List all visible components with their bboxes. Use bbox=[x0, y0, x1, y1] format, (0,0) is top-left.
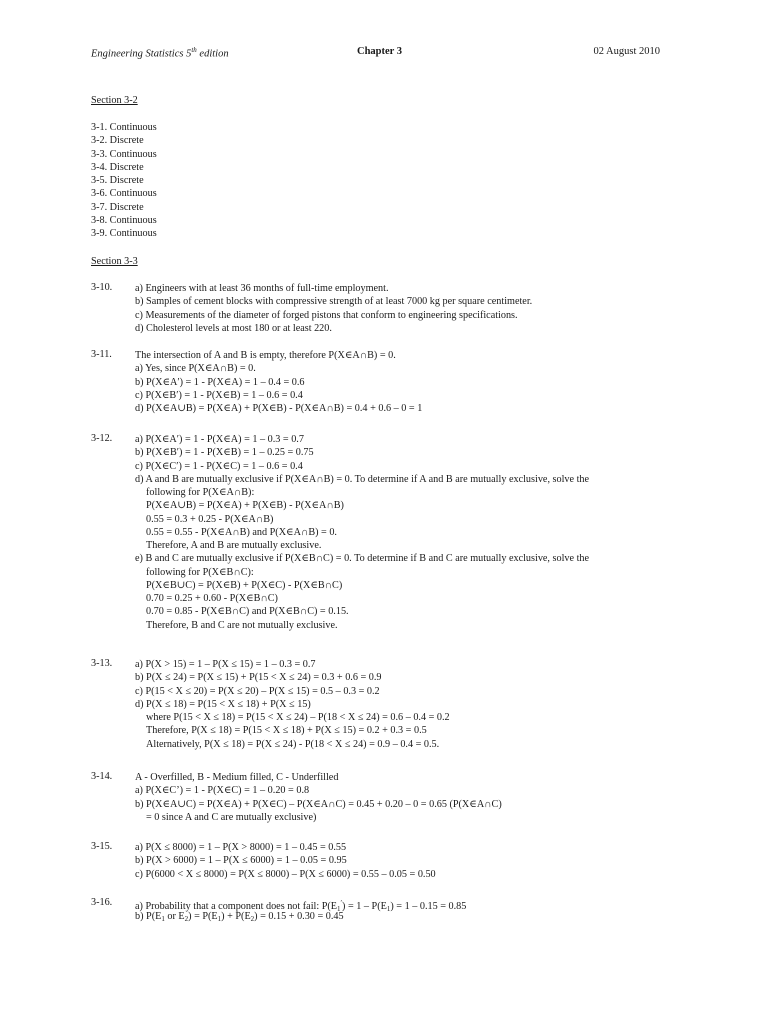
solution-line: a) Engineers with at least 36 months of full-time employment. bbox=[135, 283, 389, 294]
problem-body bbox=[135, 658, 450, 751]
problem-body bbox=[135, 349, 422, 415]
solution-line: b) P(X∈A∪C) = P(X∈A) + P(X∈C) – P(X∈A∩C) = 0.45 + 0.20 – 0 = 0.65 (P(X∈A∩C) bbox=[135, 798, 502, 810]
section-3-2-heading: Section 3-2 bbox=[91, 95, 138, 106]
solution-line: d) P(X ≤ 18) = P(15 < X ≤ 18) + P(X ≤ 15) bbox=[135, 698, 311, 710]
book-title: Engineering Statistics 5th edition bbox=[91, 46, 229, 60]
solution-line: 0.70 = 0.85 - P(X∈B∩C) and P(X∈B∩C) = 0.15. bbox=[146, 606, 349, 618]
solution-line: 0.55 = 0.55 - P(X∈A∩B) and P(X∈A∩B) = 0. bbox=[146, 526, 337, 538]
problem-number: 3-12. bbox=[91, 433, 113, 444]
solution-line: The intersection of A and B is empty, therefore P(X∈A∩B) = 0. bbox=[135, 350, 396, 361]
solution-line: b) $P(E_1$ or $E_2) = P(E_1) + P(E_2) = 0.15 + 0.30 = 0.45$ bbox=[135, 911, 344, 924]
problem-body bbox=[135, 282, 532, 335]
solution-line: Therefore, B and C are not mutually exclusive. bbox=[146, 619, 338, 631]
solution-line: P(X∈B∪C) = P(X∈B) + P(X∈C) - P(X∈B∩C) bbox=[146, 579, 343, 591]
list-item: 3-3. Continuous bbox=[91, 148, 157, 160]
solution-line: a) Probability that a component does not fail: $P(E_1') = 1 - P(E_1) = 1 - 0.15 = 0.85$ bbox=[135, 899, 467, 913]
problem-number: 3-13. bbox=[91, 658, 113, 669]
list-item: 3-9. Continuous bbox=[91, 228, 157, 239]
solution-line: b) Samples of cement blocks with compressive strength of at least 7000 kg per square centimeter. bbox=[135, 296, 533, 308]
solution-line: e) B and C are mutually exclusive if P(X∈B∩C) = 0. To determine if B and C are mutually exclusive, solve the bbox=[135, 553, 590, 565]
list-item: 3-5. Discrete bbox=[91, 175, 144, 186]
list-item: 3-6. Continuous bbox=[91, 188, 157, 200]
solution-line: c) P(X∈B′) = 1 - P(X∈B) = 1 – 0.6 = 0.4 bbox=[135, 389, 303, 401]
problem-number: 3-15. bbox=[91, 841, 113, 852]
list-item: 3-4. Discrete bbox=[91, 161, 144, 173]
section-3-2-list bbox=[91, 121, 157, 240]
problem-body bbox=[135, 841, 436, 881]
list-item: 3-1. Continuous bbox=[91, 122, 157, 133]
chapter-title: Chapter 3 bbox=[357, 46, 403, 57]
solution-line: d) P(X∈A∪B) = P(X∈A) + P(X∈B) - P(X∈A∩B) = 0.4 + 0.6 – 0 = 1 bbox=[135, 403, 423, 414]
solution-line: a) Yes, since P(X∈A∩B) = 0. bbox=[135, 363, 256, 375]
solution-line: d) Cholesterol levels at most 180 or at least 220. bbox=[135, 322, 332, 334]
solution-line: 0.70 = 0.25 + 0.60 - P(X∈B∩C) bbox=[146, 593, 278, 604]
problem-body bbox=[135, 771, 502, 824]
problem-number: 3-10. bbox=[91, 282, 113, 293]
header-date: 02 August 2010 bbox=[593, 46, 660, 57]
problem-number: 3-11. bbox=[91, 349, 112, 360]
list-item: 3-8. Continuous bbox=[91, 214, 157, 226]
solution-line: a) P(X > 15) = 1 – P(X ≤ 15) = 1 – 0.3 = 0.7 bbox=[135, 659, 316, 670]
solution-line: 0.55 = 0.3 + 0.25 - P(X∈A∩B) bbox=[146, 513, 274, 525]
problem-number: 3-16. bbox=[91, 897, 113, 908]
solution-line: b) P(X∈B′) = 1 - P(X∈B) = 1 – 0.25 = 0.75 bbox=[135, 447, 314, 459]
solution-line: a) P(X∈A′) = 1 - P(X∈A) = 1 – 0.3 = 0.7 bbox=[135, 434, 304, 445]
solution-line: Therefore, P(X ≤ 18) = P(15 < X ≤ 18) + P(X ≤ 15) = 0.2 + 0.3 = 0.5 bbox=[146, 725, 427, 737]
solution-line: b) P(X∈A′) = 1 - P(X∈A) = 1 – 0.4 = 0.6 bbox=[135, 376, 305, 388]
solution-line: A - Overfilled, B - Medium filled, C - Underfilled bbox=[135, 772, 339, 783]
solution-line: c) P(15 < X ≤ 20) = P(X ≤ 20) – P(X ≤ 15) = 0.5 – 0.3 = 0.2 bbox=[135, 685, 380, 697]
solution-line: b) P(X > 6000) = 1 – P(X ≤ 6000) = 1 – 0.05 = 0.95 bbox=[135, 855, 347, 867]
problem-body bbox=[135, 897, 466, 924]
solution-line: a) P(X ≤ 8000) = 1 – P(X > 8000) = 1 – 0.45 = 0.55 bbox=[135, 842, 347, 853]
solution-line: Alternatively, P(X ≤ 18) = P(X ≤ 24) - P(18 < X ≤ 24) = 0.9 – 0.4 = 0.5. bbox=[146, 738, 440, 750]
list-item: 3-7. Discrete bbox=[91, 201, 144, 213]
section-3-3-heading: Section 3-3 bbox=[91, 256, 138, 267]
solution-line: c) P(6000 < X ≤ 8000) = P(X ≤ 8000) – P(X ≤ 6000) = 0.55 – 0.05 = 0.50 bbox=[135, 868, 436, 880]
solution-line: following for P(X∈A∩B): bbox=[146, 487, 255, 498]
list-item: 3-2. Discrete bbox=[91, 135, 144, 147]
solution-line: a) P(X∈C’) = 1 - P(X∈C) = 1 – 0.20 = 0.8 bbox=[135, 785, 310, 797]
solution-line: following for P(X∈B∩C): bbox=[146, 566, 254, 578]
problem-number: 3-14. bbox=[91, 771, 113, 782]
solution-line: c) Measurements of the diameter of forged pistons that conform to engineering specifications. bbox=[135, 309, 518, 321]
solution-line: c) P(X∈C′) = 1 - P(X∈C) = 1 – 0.6 = 0.4 bbox=[135, 460, 303, 472]
solution-line: = 0 since A and C are mutually exclusive) bbox=[146, 811, 317, 823]
solution-line: b) P(X ≤ 24) = P(X ≤ 15) + P(15 < X ≤ 24) = 0.3 + 0.6 = 0.9 bbox=[135, 672, 382, 684]
solution-line: d) A and B are mutually exclusive if P(X∈A∩B) = 0. To determine if A and B are mutually exclusive, solve the bbox=[135, 473, 590, 485]
solution-line: where P(15 < X ≤ 18) = P(15 < X ≤ 24) – P(18 < X ≤ 24) = 0.6 – 0.4 = 0.2 bbox=[146, 712, 450, 723]
solution-line: Therefore, A and B are mutually exclusive. bbox=[146, 540, 322, 551]
solution-line: P(X∈A∪B) = P(X∈A) + P(X∈B) - P(X∈A∩B) bbox=[146, 500, 344, 512]
problem-body bbox=[135, 433, 589, 632]
